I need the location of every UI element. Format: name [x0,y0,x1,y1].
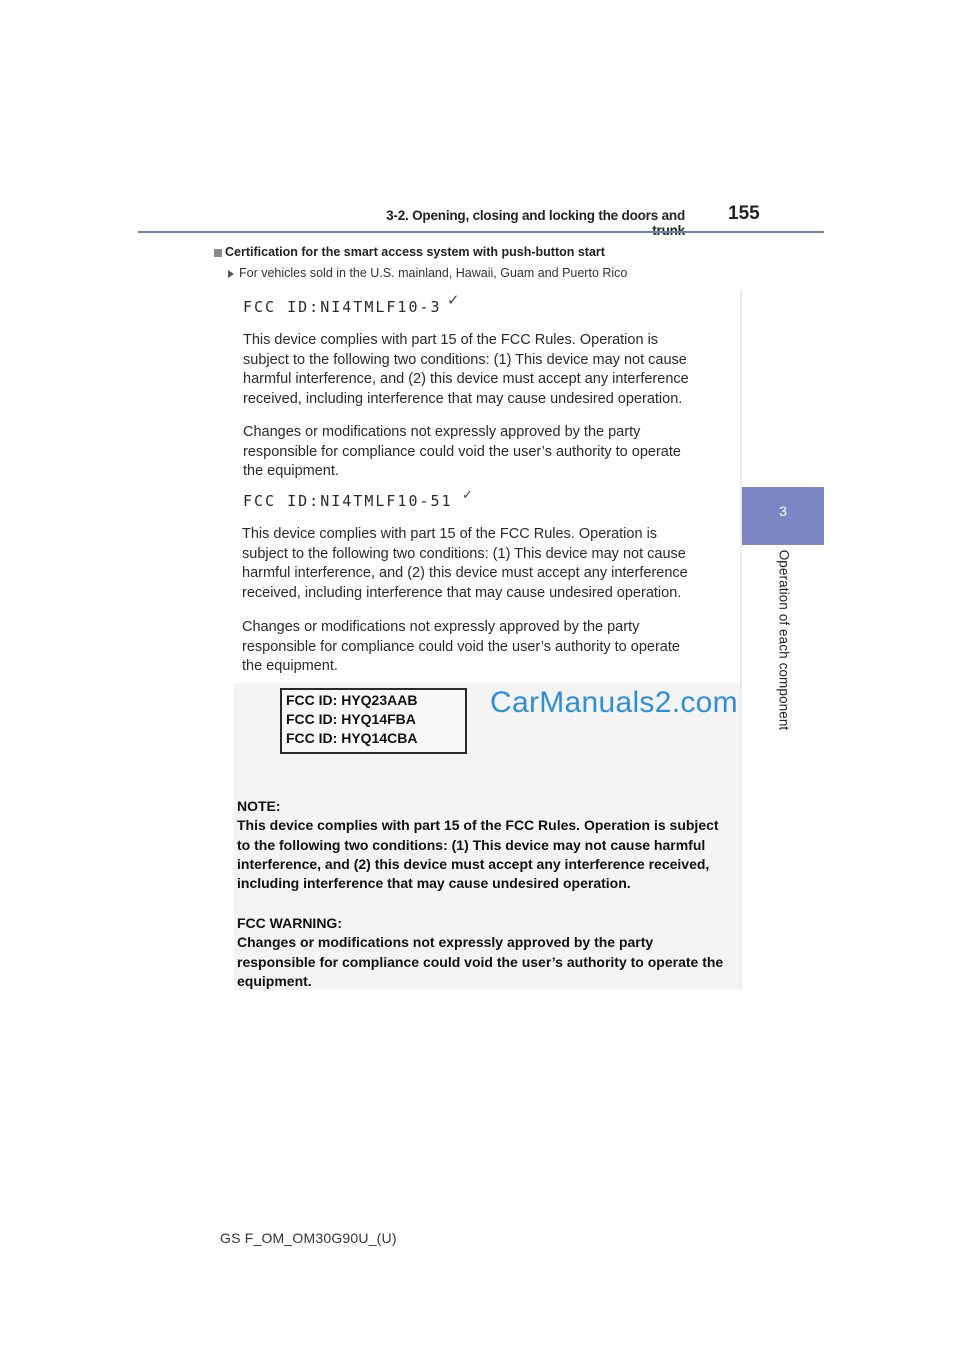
text-line: interference, and (2) this device must accept any interference received, [237,855,710,872]
text-line: Changes or modifications not expressly approved by the party [242,619,640,635]
text-line: harmful interference, and (2) this device must accept any interference [242,565,688,581]
warning-title: FCC WARNING: [237,915,342,931]
text-line: subject to the following two conditions: (1) This device may not cause [242,545,686,562]
note-block [237,797,719,893]
text-line: to the following two conditions: (1) This device may not cause harmful [237,836,706,853]
text-line: responsible for compliance could void the user’s authority to operate [242,638,680,655]
compliance-paragraph-2 [242,525,688,603]
text-line: This device complies with part 15 of the FCC Rules. Operation is [243,332,659,348]
text-line: received, including interference that may cause undesired operation. [243,390,683,407]
check-mark-icon: ✓ [447,292,460,309]
text-line: the equipment. [243,463,339,479]
text-line: This device complies with part 15 of the FCC Rules. Operation is subject [237,817,719,834]
text-line: This device complies with part 15 of the FCC Rules. Operation is [242,526,658,542]
text-line: Changes or modifications not expressly approved by the party [243,424,641,440]
fcc-id-2: FCC ID:NI4TMLF10-51 [243,492,453,510]
text-line: equipment. [237,972,312,989]
text-line: responsible for compliance could void the user’s authority to operate [243,443,681,460]
text-line: including interference that may cause undesired operation. [237,875,631,892]
fcc-id-line: FCC ID: HYQ14FBA [286,711,416,727]
section-heading: Certification for the smart access system with push-button start [225,245,605,259]
square-bullet-icon [214,249,222,257]
warning-block [237,914,723,991]
check-mark-icon: ✓ [462,487,473,502]
triangle-bullet-icon [228,270,234,278]
text-line: harmful interference, and (2) this device must accept any interference [243,371,689,387]
header-divider [138,231,824,233]
chapter-label: Operation of each component [776,549,792,731]
chapter-number: 3 [779,503,787,519]
compliance-paragraph-1 [243,331,689,409]
modification-paragraph-2 [242,618,680,677]
document-code: GS F_OM_OM30G90U_(U) [220,1230,397,1246]
text-line: Changes or modifications not expressly approved by the party [237,934,654,951]
scan-edge [740,290,742,990]
section-subheading: For vehicles sold in the U.S. mainland, Hawaii, Guam and Puerto Rico [239,266,628,280]
text-line: the equipment. [242,658,338,674]
section-title: 3-2. Opening, closing and locking the doors and [386,208,685,223]
text-line: responsible for compliance could void the user’s authority to operate the [237,953,724,970]
fcc-id-line: FCC ID: HYQ23AAB [286,692,418,708]
text-line: received, including interference that may cause undesired operation. [242,584,682,601]
text-line: subject to the following two conditions: (1) This device may not cause [243,351,687,368]
note-title: NOTE: [237,798,281,814]
watermark: CarManuals2.com [490,686,738,719]
modification-paragraph-1 [243,423,681,482]
fcc-id-line: FCC ID: HYQ14CBA [286,730,418,746]
fcc-id-box [280,688,467,754]
page-number: 155 [728,203,760,224]
fcc-id-1: FCC ID:NI4TMLF10-3 [243,298,442,316]
